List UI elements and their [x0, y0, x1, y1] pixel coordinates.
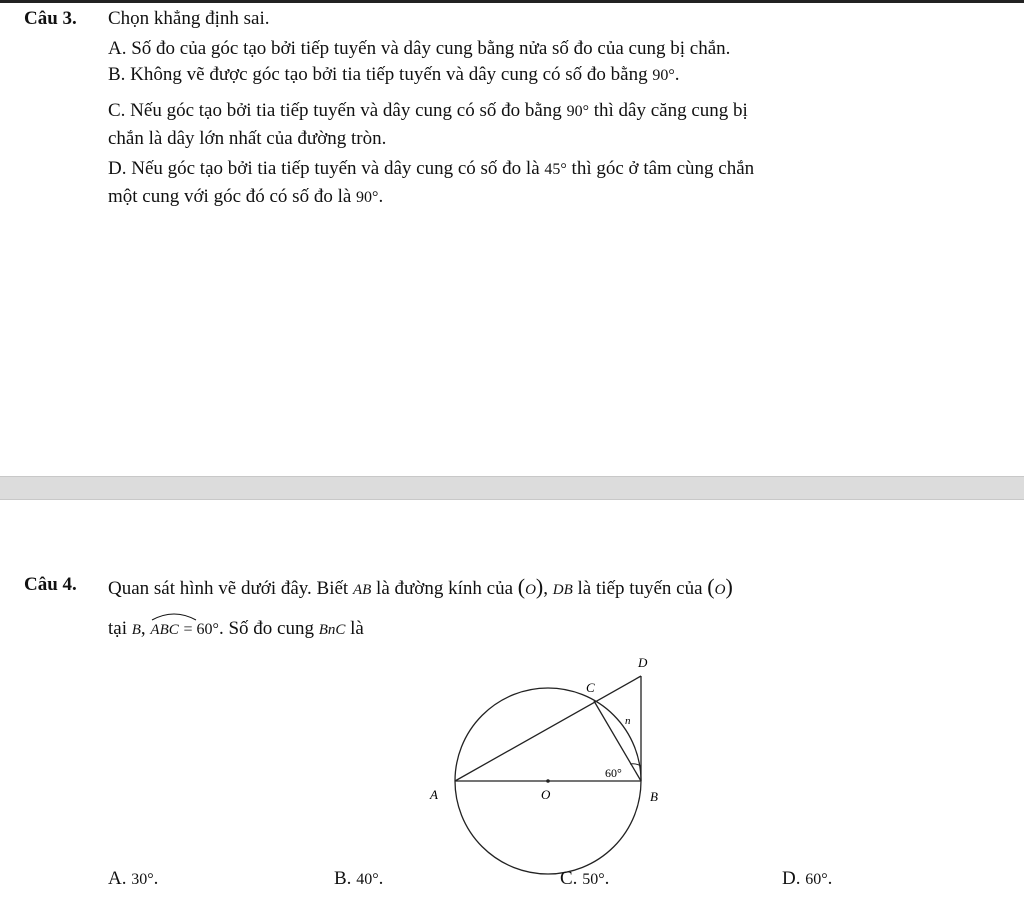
question-3-option-d: [108, 158, 754, 180]
option-d-text-1: D. Nếu góc tạo bởi tia tiếp tuyến và dây cung có số đo là: [108, 158, 540, 179]
question-3-prompt: Chọn khẳng định sai.: [108, 8, 270, 29]
q4-db: DB: [552, 582, 573, 598]
label-angle: 60°: [605, 766, 622, 780]
answer-b: B. 40°.: [334, 868, 384, 889]
q4-circle-o-1: (O): [517, 574, 544, 599]
page-divider: [0, 476, 1024, 500]
label-a: A: [430, 787, 438, 802]
q4-text-6: là: [350, 618, 364, 639]
answer-d: D. 60°.: [782, 868, 833, 889]
answer-a: A. 30°.: [108, 868, 159, 889]
center-point: [546, 779, 550, 783]
label-d: D: [638, 655, 648, 670]
question-3-option-c: [108, 100, 748, 122]
q4-angle-name: ABC: [150, 622, 179, 638]
q4-text-4: tại: [108, 618, 127, 639]
option-b-end: .: [674, 64, 680, 85]
q4-text-3: là tiếp tuyến của: [577, 578, 703, 599]
q4-angle-abc: [150, 618, 178, 640]
q4-arc-name: BnC: [318, 622, 346, 638]
answer-c: C. 50°.: [560, 868, 610, 889]
question-3-number: Câu 3.: [24, 8, 77, 29]
arc-hat-icon: [150, 611, 198, 621]
q4-text-2: là đường kính của: [376, 578, 513, 599]
geometry-figure: [420, 640, 680, 875]
top-border-line: [0, 0, 1024, 3]
option-b-value: 90°: [652, 67, 675, 84]
label-o: O: [541, 787, 551, 802]
q4-text-5: . Số đo cung: [218, 618, 314, 639]
q4-angle-value: = 60°: [183, 621, 219, 638]
option-c-value: 90°: [566, 103, 589, 120]
option-b-text: B. Không vẽ được góc tạo bởi tia tiếp tuyến và dây cung có số đo bằng: [108, 64, 648, 85]
question-3-option-a: A. Số đo của góc tạo bởi tiếp tuyến và dây cung bằng nửa số đo của cung bị chắn.: [108, 38, 731, 59]
question-4-number: Câu 4.: [24, 574, 77, 595]
option-d-end: .: [378, 186, 384, 207]
q4-comma: ,: [543, 578, 548, 599]
q4-comma-2: ,: [140, 618, 146, 639]
question-3-option-b: [108, 64, 680, 86]
option-d-text-3: một cung với góc đó có số đo là: [108, 186, 352, 207]
q4-b: B: [131, 622, 141, 638]
q4-ab: AB: [352, 582, 372, 598]
question-4-line-2: [108, 618, 364, 640]
question-3-option-d-cont: [108, 186, 383, 208]
option-c-text-2: thì dây căng cung bị: [593, 100, 748, 121]
label-n: n: [625, 715, 631, 727]
option-d-value-1: 45°: [544, 161, 567, 178]
q4-circle-o-2: (O): [707, 574, 733, 599]
question-3-option-c-cont: chắn là dây lớn nhất của đường tròn.: [108, 128, 387, 149]
label-c: C: [586, 680, 595, 695]
option-c-text-1: C. Nếu góc tạo bởi tia tiếp tuyến và dây cung có số đo bằng: [108, 100, 562, 121]
option-d-value-2: 90°: [356, 189, 379, 206]
label-b: B: [650, 789, 658, 804]
question-4-line-1: [108, 574, 733, 600]
q4-text-1: Quan sát hình vẽ dưới đây. Biết: [108, 578, 349, 599]
option-d-text-2: thì góc ở tâm cùng chắn: [571, 158, 755, 179]
